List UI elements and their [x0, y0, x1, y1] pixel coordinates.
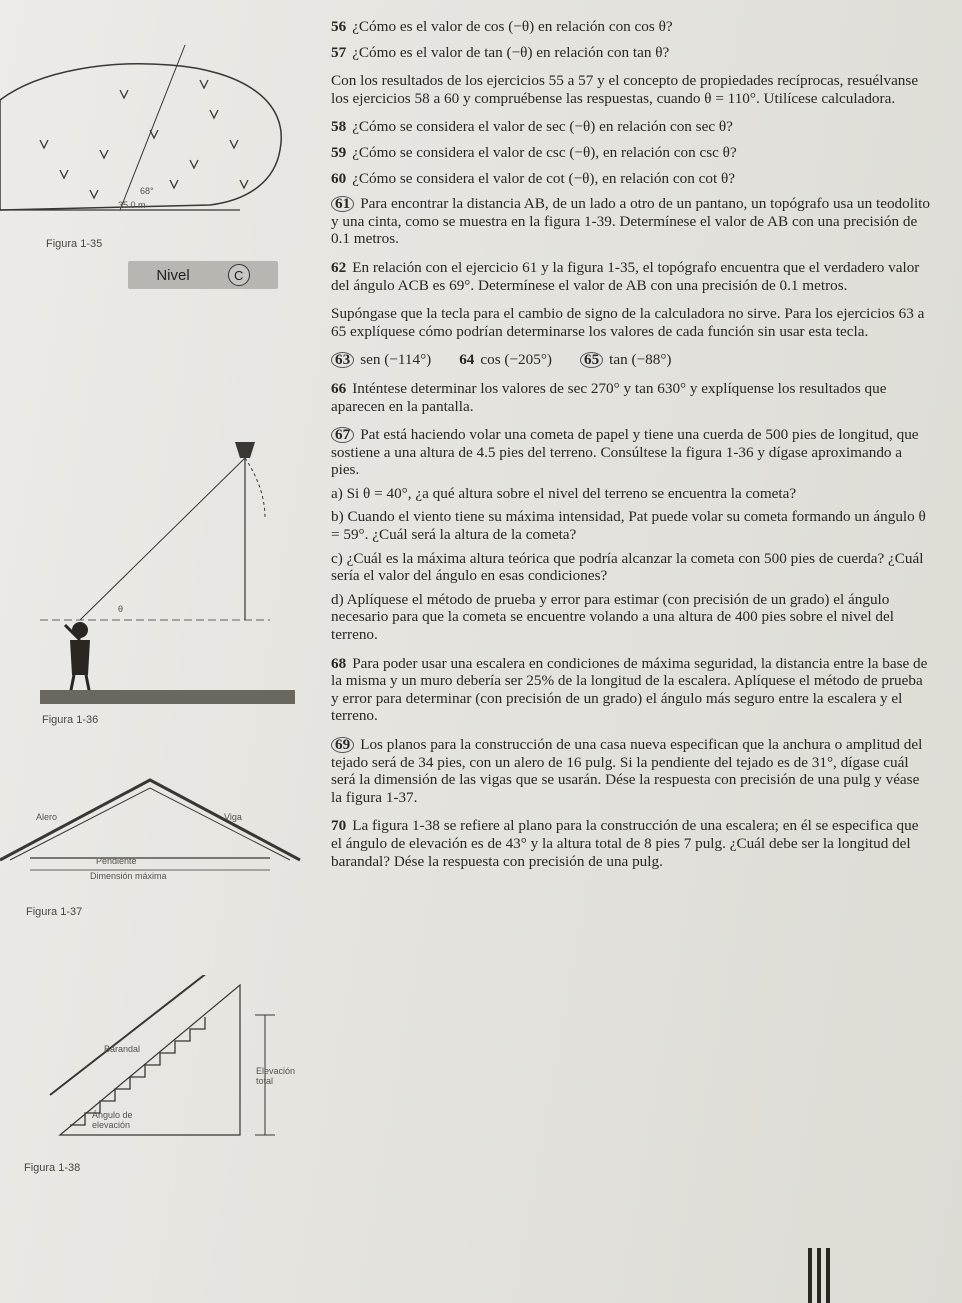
fig137-dimension-label: Dimensión máxima: [90, 871, 167, 881]
exercise-60: 60 ¿Cómo se considera el valor de cot (−θ), en relación con cot θ?: [331, 169, 736, 187]
fig138-caption: Figura 1-38: [24, 1162, 81, 1174]
exercise-67a: a) Si θ = 40°, ¿a qué altura sobre el nivel del terreno se encuentra la cometa?: [331, 484, 797, 502]
exercise-65: 65 tan (−88°): [580, 351, 671, 369]
exercise-67: 67 Pat está haciendo volar una cometa de papel y tiene una cuerda de 500 pies de longitud, que sostiene a una altura de 4.5 pies del terreno. Consúltese la figura 1-36 y dígase aproximando a pies.: [331, 426, 919, 479]
fig135-distance-label: 35.0 m: [118, 200, 146, 210]
fig137-caption: Figura 1-37: [26, 906, 83, 918]
exercise-column: [331, 18, 931, 870]
figure-1-35: [0, 40, 300, 240]
exercise-67c: c) ¿Cuál es la máxima altura teórica que podría alcanzar la cometa con 500 pies de cuerda? ¿Cuál sería el valor del ángulo en esas condiciones?: [331, 549, 924, 585]
exercise-70: 70 La figura 1-38 se refiere al plano para la construcción de una escalera; en él se especifica que el ángulo de elevación es de 43° y la altura total de 8 pies 7 pulg. ¿Cuál debe ser la longitud del barandal? Dése la respuesta con precisión de una pulg.: [331, 817, 919, 870]
intro-reciprocal: Con los resultados de los ejercicios 55 a 57 y el concepto de propiedades recíprocas, resuélvanse los ejercicios 58 a 60 y compruébense las respuestas, cuando θ = 110°. Utilícese calculadora.: [331, 72, 919, 107]
fig137-viga-label: Viga: [224, 812, 242, 822]
exercise-69: 69 Los planos para la construcción de una casa nueva especifican que la anchura o amplitud del tejado será de 34 pies, con un alero de 16 pulg. Si la pendiente del tejado es de 31°, dígase cuál será la dimensión de las vigas que se usarán. Dése la respuesta con precisión de una pulg y véase la figura 1-37.: [331, 736, 923, 806]
exercise-67b: b) Cuando el viento tiene su máxima intensidad, Pat puede volar su cometa formando un ángulo θ = 59°. ¿Cuál será la altura de la cometa?: [331, 508, 926, 544]
binder-rings: [808, 1248, 838, 1303]
exercise-57: 57 ¿Cómo es el valor de tan (−θ) en relación con tan θ?: [331, 43, 670, 61]
exercises-63-65: [331, 351, 931, 369]
exercise-63: 63 sen (−114°): [331, 351, 431, 369]
level-badge: [128, 261, 278, 289]
fig138-angulo-label: Ángulo de elevación: [92, 1110, 133, 1130]
exercise-68: 68 Para poder usar una escalera en condiciones de máxima seguridad, la distancia entre la base de la misma y un muro debería ser 25% de la longitud de la escalera. Aplíquese el método de prueba y error para determinar (con precisión de un grado) el ángulo más seguro entre la escalera y el terreno.: [331, 654, 928, 725]
fig136-theta-label: θ: [118, 604, 124, 614]
fig137-alero-label: Alero: [36, 812, 58, 822]
fig135-caption: Figura 1-35: [46, 238, 103, 250]
exercise-61: 61 Para encontrar la distancia AB, de un lado a otro de un pantano, un topógrafo usa un teodolito y una cinta, como se muestra en la figura 1-39. Determínese el valor de AB con una precisión de 0.1 metros.: [331, 195, 930, 248]
fig135-angle-label: 68°: [140, 186, 154, 196]
exercise-58: 58 ¿Cómo se considera el valor de sec (−θ) en relación con sec θ?: [331, 118, 733, 136]
level-label: Nivel: [156, 266, 190, 284]
fig138-elevacion-label: Elevación total: [256, 1066, 296, 1086]
fig137-pendiente-label: Pendiente: [96, 856, 137, 866]
level-indicator: C: [228, 264, 250, 286]
exercise-67d: d) Aplíquese el método de prueba y error para estimar (con precisión de un grado) el ángulo necesario para que la cometa se encuentre volando a una altura de 400 pies sobre el nivel del terreno.: [331, 590, 894, 644]
intro-sign-key: Supóngase que la tecla para el cambio de signo de la calculadora no sirve. Para los ejercicios 63 a 65 explíquese cómo podrían determinarse los valores de cada función sin usar esta tecla.: [331, 305, 925, 340]
fig138-barandal-label: Barandal: [104, 1044, 141, 1054]
figure-1-38: [30, 975, 320, 1155]
exercise-56: 56 ¿Cómo es el valor de cos (−θ) en relación con cos θ?: [331, 18, 673, 35]
exercise-62: 62 En relación con el ejercicio 61 y la figura 1-35, el topógrafo encuentra que el verdadero valor del ángulo ACB es 69°. Determínese el valor de AB con una precisión de 0.1 metros.: [331, 258, 920, 294]
exercise-64: 64 cos (−205°): [459, 351, 552, 369]
exercise-66: 66 Inténtese determinar los valores de sec 270° y tan 630° y explíquense los resultados que aparecen en la pantalla.: [331, 379, 887, 415]
fig136-caption: Figura 1-36: [42, 714, 99, 726]
figure-1-36: [40, 440, 300, 710]
exercise-59: 59 ¿Cómo se considera el valor de csc (−θ), en relación con csc θ?: [331, 143, 737, 161]
